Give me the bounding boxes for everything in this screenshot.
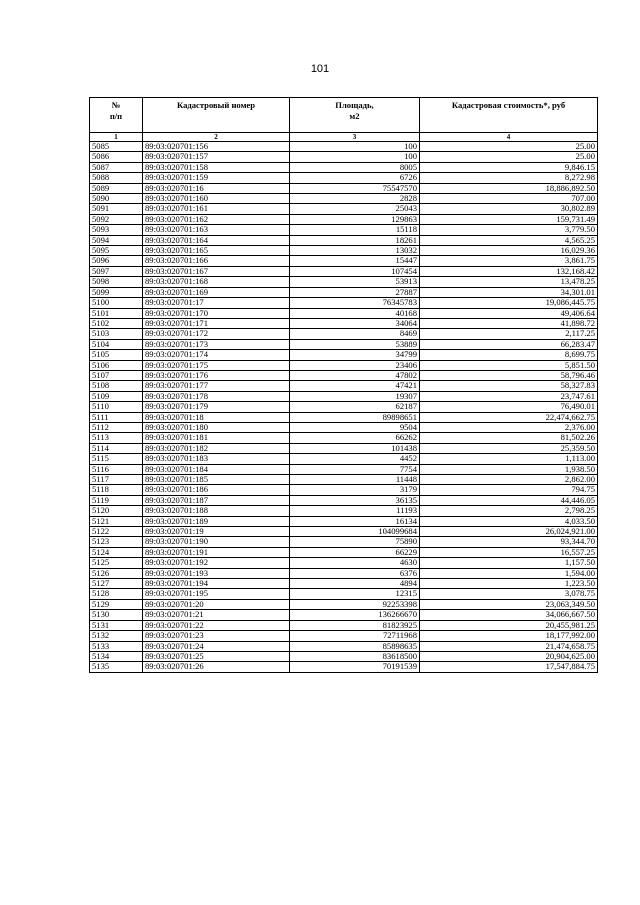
table-row — [90, 370, 598, 380]
cadastral-number: 89:03:020701:171 — [143, 318, 290, 328]
cadastral-number: 89:03:020701:160 — [143, 194, 290, 204]
cost-value: 4,565.25 — [420, 235, 598, 245]
row-number: 5092 — [90, 214, 143, 224]
cadastral-number: 89:03:020701:161 — [143, 204, 290, 214]
table-row — [90, 246, 598, 256]
cost-value: 8,272.98 — [420, 173, 598, 183]
cost-value: 8,699.75 — [420, 350, 598, 360]
cost-value: 17,547,884.75 — [420, 662, 598, 672]
cadastral-number: 89:03:020701:24 — [143, 641, 290, 651]
table-row — [90, 589, 598, 599]
column-number-4: 4 — [420, 133, 598, 142]
table-row — [90, 433, 598, 443]
table-row — [90, 194, 598, 204]
row-number: 5093 — [90, 225, 143, 235]
row-number: 5124 — [90, 547, 143, 557]
table-row — [90, 527, 598, 537]
table-row — [90, 641, 598, 651]
row-number: 5115 — [90, 454, 143, 464]
row-number: 5087 — [90, 162, 143, 172]
area-value: 75547570 — [290, 183, 420, 193]
area-value: 13032 — [290, 246, 420, 256]
cost-value: 707.00 — [420, 194, 598, 204]
row-number: 5123 — [90, 537, 143, 547]
cost-value: 21,474,658.75 — [420, 641, 598, 651]
cadastral-number: 89:03:020701:18 — [143, 412, 290, 422]
cost-value: 2,862.00 — [420, 475, 598, 485]
table-row — [90, 183, 598, 193]
table-row — [90, 162, 598, 172]
table-row — [90, 381, 598, 391]
table-row — [90, 277, 598, 287]
cost-value: 18,177,992.00 — [420, 631, 598, 641]
row-number: 5118 — [90, 485, 143, 495]
area-value: 6726 — [290, 173, 420, 183]
header-number: № п/п — [90, 98, 143, 133]
area-value: 100 — [290, 152, 420, 162]
table-row — [90, 547, 598, 557]
table-row — [90, 485, 598, 495]
area-value: 66262 — [290, 433, 420, 443]
cadastral-number: 89:03:020701:168 — [143, 277, 290, 287]
row-number: 5106 — [90, 360, 143, 370]
area-value: 72711968 — [290, 631, 420, 641]
row-number: 5127 — [90, 579, 143, 589]
table-row — [90, 558, 598, 568]
area-value: 9504 — [290, 422, 420, 432]
table-row — [90, 620, 598, 630]
cadastral-number: 89:03:020701:164 — [143, 235, 290, 245]
row-number: 5108 — [90, 381, 143, 391]
table-row — [90, 142, 598, 152]
row-number: 5130 — [90, 610, 143, 620]
row-number: 5122 — [90, 527, 143, 537]
row-number: 5113 — [90, 433, 143, 443]
cost-value: 2,798.25 — [420, 506, 598, 516]
table-row — [90, 495, 598, 505]
table-row — [90, 631, 598, 641]
area-value: 25043 — [290, 204, 420, 214]
header-cadastral-number: Кадастровый номер — [143, 98, 290, 133]
cost-value: 20,904,625.00 — [420, 651, 598, 661]
table-row — [90, 516, 598, 526]
cadastral-number: 89:03:020701:184 — [143, 464, 290, 474]
table-row — [90, 308, 598, 318]
cadastral-number: 89:03:020701:189 — [143, 516, 290, 526]
cadastral-number: 89:03:020701:19 — [143, 527, 290, 537]
cadastral-number: 89:03:020701:165 — [143, 246, 290, 256]
header-cadastral-cost: Кадастровая стоимость*, руб — [420, 98, 598, 133]
cost-value: 22,474,662.75 — [420, 412, 598, 422]
area-value: 2828 — [290, 194, 420, 204]
table-row — [90, 173, 598, 183]
row-number: 5121 — [90, 516, 143, 526]
table-row — [90, 225, 598, 235]
area-value: 62187 — [290, 402, 420, 412]
row-number: 5117 — [90, 475, 143, 485]
row-number: 5110 — [90, 402, 143, 412]
cadastral-number: 89:03:020701:21 — [143, 610, 290, 620]
table-row — [90, 537, 598, 547]
table-row — [90, 287, 598, 297]
row-number: 5114 — [90, 443, 143, 453]
cadastral-number: 89:03:020701:192 — [143, 558, 290, 568]
cadastral-number: 89:03:020701:186 — [143, 485, 290, 495]
row-number: 5102 — [90, 318, 143, 328]
cadastral-number: 89:03:020701:176 — [143, 370, 290, 380]
area-value: 101438 — [290, 443, 420, 453]
table-row — [90, 360, 598, 370]
cost-value: 9,846.15 — [420, 162, 598, 172]
row-number: 5125 — [90, 558, 143, 568]
row-number: 5134 — [90, 651, 143, 661]
cost-value: 1,113.00 — [420, 454, 598, 464]
cost-value: 58,327.83 — [420, 381, 598, 391]
area-value: 75890 — [290, 537, 420, 547]
area-value: 15447 — [290, 256, 420, 266]
cadastral-number: 89:03:020701:180 — [143, 422, 290, 432]
table-row — [90, 339, 598, 349]
area-value: 53889 — [290, 339, 420, 349]
area-value: 18261 — [290, 235, 420, 245]
area-value: 34799 — [290, 350, 420, 360]
row-number: 5133 — [90, 641, 143, 651]
cost-value: 1,594.00 — [420, 568, 598, 578]
area-value: 129863 — [290, 214, 420, 224]
area-value: 11448 — [290, 475, 420, 485]
cadastral-number: 89:03:020701:177 — [143, 381, 290, 391]
table-row — [90, 610, 598, 620]
area-value: 76345783 — [290, 298, 420, 308]
cadastral-number: 89:03:020701:25 — [143, 651, 290, 661]
cadastral-number: 89:03:020701:22 — [143, 620, 290, 630]
area-value: 104099684 — [290, 527, 420, 537]
area-value: 89898651 — [290, 412, 420, 422]
cost-value: 5,851.50 — [420, 360, 598, 370]
cost-value: 1,938.50 — [420, 464, 598, 474]
table-row — [90, 599, 598, 609]
cadastral-number: 89:03:020701:20 — [143, 599, 290, 609]
row-number: 5119 — [90, 495, 143, 505]
cadastral-number: 89:03:020701:182 — [143, 443, 290, 453]
row-number: 5132 — [90, 631, 143, 641]
table-row — [90, 298, 598, 308]
row-number: 5099 — [90, 287, 143, 297]
cost-value: 1,157.50 — [420, 558, 598, 568]
cost-value: 23,747.61 — [420, 391, 598, 401]
table-row — [90, 454, 598, 464]
row-number: 5095 — [90, 246, 143, 256]
cadastral-number: 89:03:020701:188 — [143, 506, 290, 516]
cadastral-number: 89:03:020701:187 — [143, 495, 290, 505]
area-value: 70191539 — [290, 662, 420, 672]
cost-value: 23,063,349.50 — [420, 599, 598, 609]
row-number: 5098 — [90, 277, 143, 287]
cadastral-number: 89:03:020701:169 — [143, 287, 290, 297]
area-value: 81823925 — [290, 620, 420, 630]
area-value: 11193 — [290, 506, 420, 516]
area-value: 83618500 — [290, 651, 420, 661]
cost-value: 3,861.75 — [420, 256, 598, 266]
cadastral-number: 89:03:020701:194 — [143, 579, 290, 589]
table-row — [90, 579, 598, 589]
cost-value: 34,066,667.50 — [420, 610, 598, 620]
cost-value: 132,168.42 — [420, 266, 598, 276]
table-row — [90, 506, 598, 516]
area-value: 92253398 — [290, 599, 420, 609]
area-value: 12315 — [290, 589, 420, 599]
column-number-2: 2 — [143, 133, 290, 142]
row-number: 5091 — [90, 204, 143, 214]
area-value: 23406 — [290, 360, 420, 370]
row-number: 5131 — [90, 620, 143, 630]
table-row — [90, 204, 598, 214]
area-value: 66229 — [290, 547, 420, 557]
cost-value: 76,490.01 — [420, 402, 598, 412]
area-value: 85898635 — [290, 641, 420, 651]
area-value: 15118 — [290, 225, 420, 235]
area-value: 4452 — [290, 454, 420, 464]
row-number: 5094 — [90, 235, 143, 245]
area-value: 27887 — [290, 287, 420, 297]
row-number: 5103 — [90, 329, 143, 339]
area-value: 4630 — [290, 558, 420, 568]
row-number: 5116 — [90, 464, 143, 474]
row-number: 5089 — [90, 183, 143, 193]
cost-value: 19,086,445.75 — [420, 298, 598, 308]
cost-value: 1,223.50 — [420, 579, 598, 589]
table-row — [90, 662, 598, 672]
area-value: 40168 — [290, 308, 420, 318]
row-number: 5128 — [90, 589, 143, 599]
area-value: 6376 — [290, 568, 420, 578]
column-number-1: 1 — [90, 133, 143, 142]
cost-value: 2,376.00 — [420, 422, 598, 432]
table-row — [90, 391, 598, 401]
row-number: 5107 — [90, 370, 143, 380]
cost-value: 66,283.47 — [420, 339, 598, 349]
row-number: 5085 — [90, 142, 143, 152]
row-number: 5120 — [90, 506, 143, 516]
cadastral-number: 89:03:020701:23 — [143, 631, 290, 641]
cost-value: 13,478.25 — [420, 277, 598, 287]
row-number: 5129 — [90, 599, 143, 609]
cadastral-number: 89:03:020701:173 — [143, 339, 290, 349]
area-value: 8005 — [290, 162, 420, 172]
area-value: 34064 — [290, 318, 420, 328]
cost-value: 34,301.01 — [420, 287, 598, 297]
cadastral-number: 89:03:020701:174 — [143, 350, 290, 360]
cost-value: 49,406.64 — [420, 308, 598, 318]
cadastral-number: 89:03:020701:191 — [143, 547, 290, 557]
cadastral-number: 89:03:020701:17 — [143, 298, 290, 308]
row-number: 5105 — [90, 350, 143, 360]
table-row — [90, 214, 598, 224]
cost-value: 2,117.25 — [420, 329, 598, 339]
area-value: 100 — [290, 142, 420, 152]
row-number: 5112 — [90, 422, 143, 432]
cadastral-number: 89:03:020701:170 — [143, 308, 290, 318]
table-row — [90, 318, 598, 328]
table-row — [90, 651, 598, 661]
cost-value: 58,796.46 — [420, 370, 598, 380]
table-row — [90, 266, 598, 276]
cadastral-table — [89, 97, 598, 673]
cadastral-number: 89:03:020701:175 — [143, 360, 290, 370]
row-number: 5090 — [90, 194, 143, 204]
cadastral-number: 89:03:020701:190 — [143, 537, 290, 547]
area-value: 47802 — [290, 370, 420, 380]
area-value: 47421 — [290, 381, 420, 391]
cost-value: 30,802.89 — [420, 204, 598, 214]
table-row — [90, 402, 598, 412]
cost-value: 93,344.70 — [420, 537, 598, 547]
cost-value: 26,024,921.00 — [420, 527, 598, 537]
row-number: 5086 — [90, 152, 143, 162]
table-row — [90, 443, 598, 453]
cost-value: 4,033.50 — [420, 516, 598, 526]
cost-value: 159,731.49 — [420, 214, 598, 224]
cadastral-number: 89:03:020701:183 — [143, 454, 290, 464]
cadastral-number: 89:03:020701:172 — [143, 329, 290, 339]
table-row — [90, 422, 598, 432]
cadastral-number: 89:03:020701:195 — [143, 589, 290, 599]
table-row — [90, 412, 598, 422]
cadastral-number: 89:03:020701:158 — [143, 162, 290, 172]
cadastral-number: 89:03:020701:157 — [143, 152, 290, 162]
cost-value: 44,446.05 — [420, 495, 598, 505]
cost-value: 3,078.75 — [420, 589, 598, 599]
area-value: 8469 — [290, 329, 420, 339]
cost-value: 25,359.50 — [420, 443, 598, 453]
cadastral-number: 89:03:020701:16 — [143, 183, 290, 193]
area-value: 19307 — [290, 391, 420, 401]
cost-value: 20,455,981.25 — [420, 620, 598, 630]
cadastral-number: 89:03:020701:159 — [143, 173, 290, 183]
table-row — [90, 256, 598, 266]
page-number: 101 — [310, 63, 330, 75]
table-row — [90, 329, 598, 339]
table-row — [90, 235, 598, 245]
cadastral-number: 89:03:020701:167 — [143, 266, 290, 276]
area-value: 36135 — [290, 495, 420, 505]
area-value: 3179 — [290, 485, 420, 495]
cost-value: 18,886,892.50 — [420, 183, 598, 193]
table-row — [90, 464, 598, 474]
cadastral-number: 89:03:020701:166 — [143, 256, 290, 266]
cost-value: 3,779.50 — [420, 225, 598, 235]
cost-value: 81,502.26 — [420, 433, 598, 443]
row-number: 5096 — [90, 256, 143, 266]
area-value: 7754 — [290, 464, 420, 474]
area-value: 136266670 — [290, 610, 420, 620]
cadastral-number: 89:03:020701:185 — [143, 475, 290, 485]
cadastral-number: 89:03:020701:162 — [143, 214, 290, 224]
area-value: 107454 — [290, 266, 420, 276]
cost-value: 16,557.25 — [420, 547, 598, 557]
table-row — [90, 152, 598, 162]
cadastral-number: 89:03:020701:163 — [143, 225, 290, 235]
cadastral-number: 89:03:020701:156 — [143, 142, 290, 152]
cost-value: 25.00 — [420, 142, 598, 152]
row-number: 5135 — [90, 662, 143, 672]
cadastral-number: 89:03:020701:26 — [143, 662, 290, 672]
cost-value: 794.75 — [420, 485, 598, 495]
row-number: 5126 — [90, 568, 143, 578]
row-number: 5097 — [90, 266, 143, 276]
cost-value: 16,029.36 — [420, 246, 598, 256]
cadastral-number: 89:03:020701:178 — [143, 391, 290, 401]
cadastral-number: 89:03:020701:193 — [143, 568, 290, 578]
area-value: 16134 — [290, 516, 420, 526]
cadastral-number: 89:03:020701:179 — [143, 402, 290, 412]
header-area: Площадь, м2 — [290, 98, 420, 133]
row-number: 5100 — [90, 298, 143, 308]
row-number: 5109 — [90, 391, 143, 401]
column-number-3: 3 — [290, 133, 420, 142]
cadastral-number: 89:03:020701:181 — [143, 433, 290, 443]
row-number: 5088 — [90, 173, 143, 183]
cost-value: 25.00 — [420, 152, 598, 162]
table-row — [90, 350, 598, 360]
table-row — [90, 568, 598, 578]
row-number: 5111 — [90, 412, 143, 422]
area-value: 53913 — [290, 277, 420, 287]
area-value: 4894 — [290, 579, 420, 589]
cost-value: 41,898.72 — [420, 318, 598, 328]
table-row — [90, 475, 598, 485]
row-number: 5104 — [90, 339, 143, 349]
row-number: 5101 — [90, 308, 143, 318]
table-body — [90, 142, 598, 673]
